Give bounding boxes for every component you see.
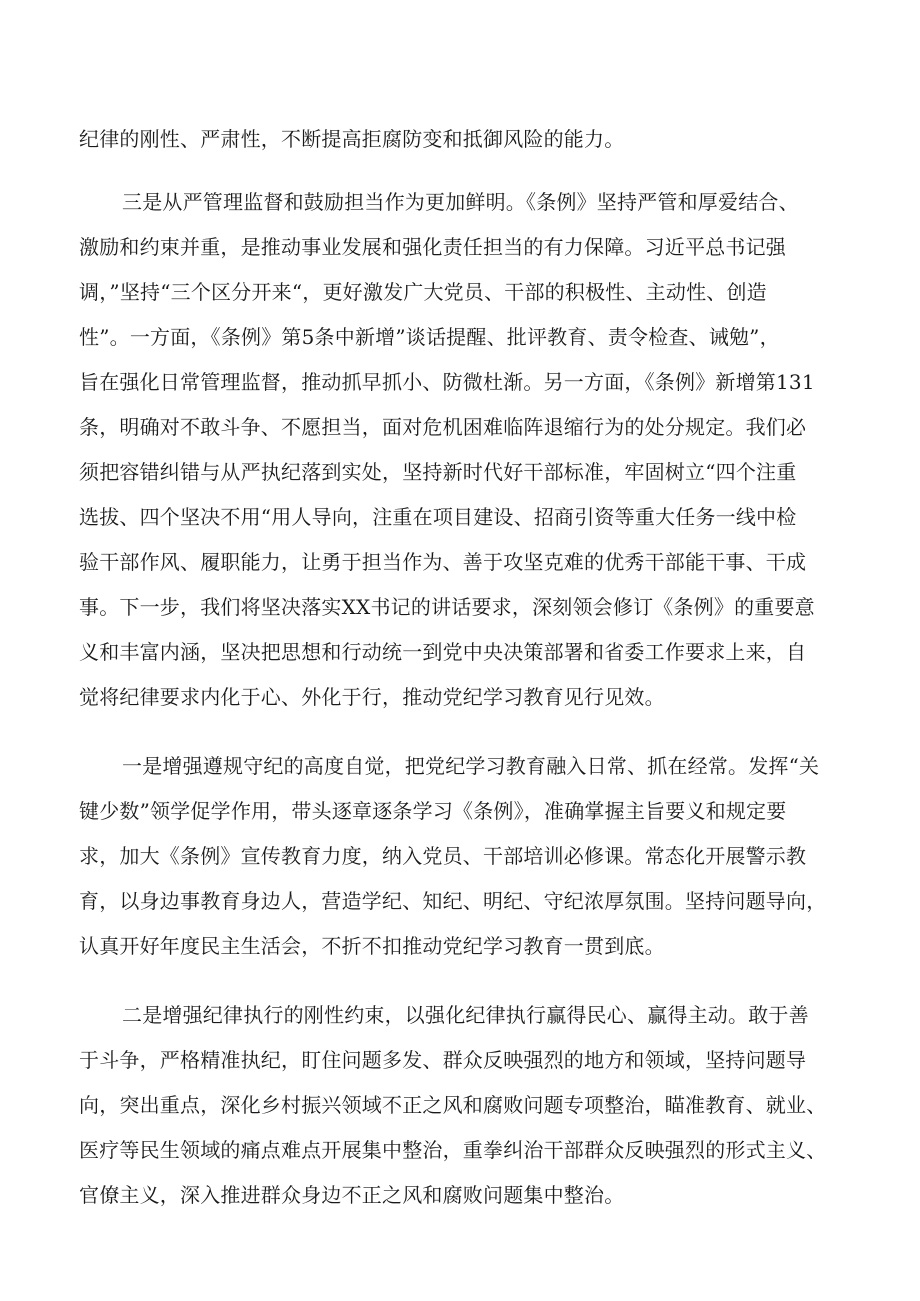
paragraph-2-line-7: 须把容错纠错与从严执纪落到实处，坚持新时代好干部标准，牢固树立“四个注重 — [79, 460, 797, 484]
paragraph-4-line-2: 于斗争，严格精准执纪，盯住问题多发、群众反映强烈的地方和领域，坚持问题导 — [79, 1048, 807, 1072]
paragraph-2-line-1: 三是从严管理监督和鼓励担当作为更加鲜明。《条例》坚持严管和厚爱结合、 — [122, 190, 799, 214]
paragraph-2-line-2: 激励和约束并重，是推动事业发展和强化责任担当的有力保障。习近平总书记强 — [79, 235, 786, 259]
paragraph-3-line-4: 育，以身边事教育身边人，营造学纪、知纪、明纪、守纪浓厚氛围。坚持问题导向， — [79, 889, 827, 913]
paragraph-3-line-5: 认真开好年度民主生活会，不折不扣推动党纪学习教育一贯到底。 — [79, 934, 665, 958]
paragraph-2-line-10: 事。下一步，我们将坚决落实XX书记的讲话要求，深刻领会修订《条例》的重要意 — [79, 595, 815, 619]
paragraph-2-line-3: 调，”坚持“三个区分开来“，更好激发广大党员、干部的积极性、主动性、创造 — [79, 280, 767, 304]
paragraph-3-line-2: 键少数”领学促学作用，带头逐章逐条学习《条例》，准确掌握主旨要义和规定要 — [79, 799, 787, 823]
paragraph-2-line-6: 条，明确对不敢斗争、不愿担当，面对危机困难临阵退缩行为的处分规定。我们必 — [79, 415, 807, 439]
paragraph-2-line-5: 旨在强化日常管理监督，推动抓早抓小、防微杜渐。另一方面，《条例》新增第131 — [79, 370, 815, 394]
paragraph-4-line-1: 二是增强纪律执行的刚性约束，以强化纪律执行赢得民心、赢得主动。敢于善 — [122, 1003, 809, 1027]
paragraph-2-line-9: 验干部作风、履职能力，让勇于担当作为、善于攻坚克难的优秀干部能干事、干成 — [79, 550, 807, 574]
paragraph-1-line-1: 纪律的刚性、严肃性，不断提高拒腐防变和抵御风险的能力。 — [79, 127, 625, 151]
paragraph-4-line-4: 医疗等民生领域的痛点难点开展集中整治，重拳纠治干部群众反映强烈的形式主义、 — [79, 1138, 827, 1162]
paragraph-2-line-11: 义和丰富内涵，坚决把思想和行动统一到党中央决策部署和省委工作要求上来，自 — [79, 640, 807, 664]
paragraph-4-line-3: 向，突出重点，深化乡村振兴领域不正之风和腐败问题专项整治，瞄准教育、就业、 — [79, 1093, 827, 1117]
paragraph-3-line-1: 一是增强遵规守纪的高度自觉，把党纪学习教育融入日常、抓在经常。发挥“关 — [122, 754, 820, 778]
paragraph-3-line-3: 求，加大《条例》宣传教育力度，纳入党员、干部培训必修课。常态化开展警示教 — [79, 844, 807, 868]
paragraph-4-line-5: 官僚主义，深入推进群众身边不正之风和腐败问题集中整治。 — [79, 1183, 625, 1207]
paragraph-2-line-4: 性”。一方面，《条例》第5条中新增”谈话提醒、批评教育、责令检查、诫勉”， — [79, 325, 780, 349]
paragraph-2-line-12: 觉将纪律要求内化于心、外化于行，推动党纪学习教育见行见效。 — [79, 685, 665, 709]
paragraph-2-line-8: 选拔、四个坚决不用“用人导向，注重在项目建设、招商引资等重大任务一线中检 — [79, 505, 797, 529]
